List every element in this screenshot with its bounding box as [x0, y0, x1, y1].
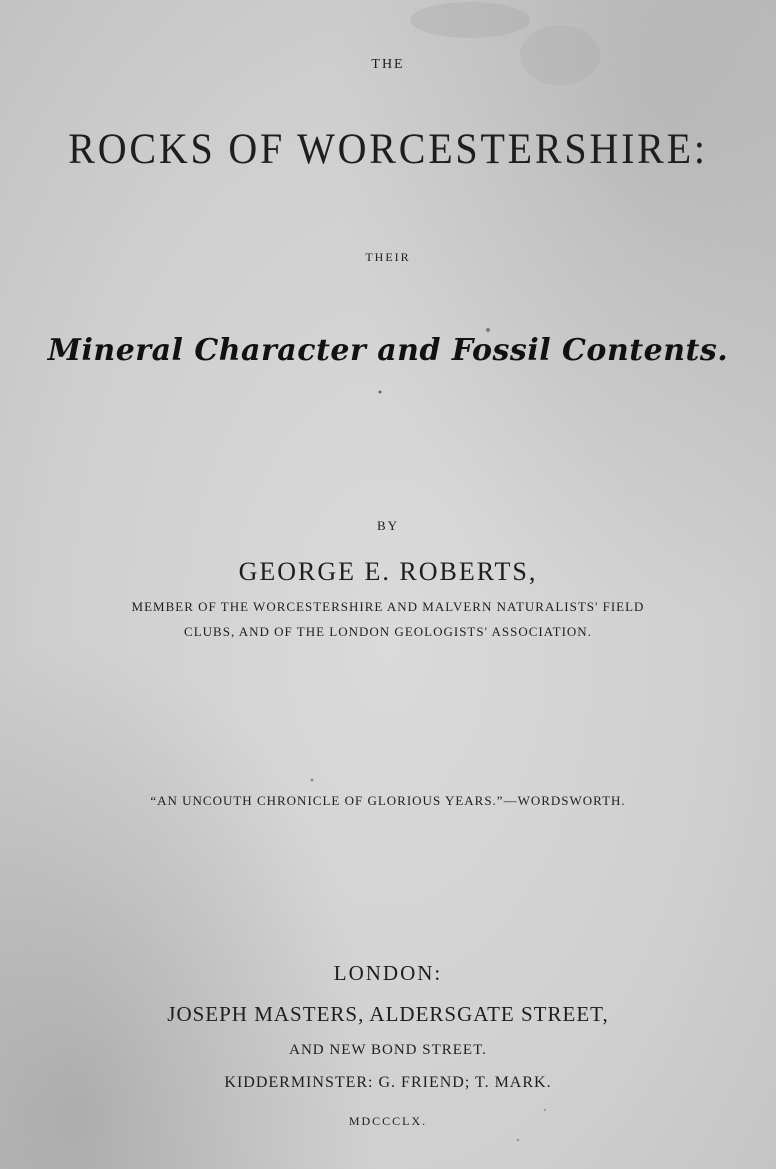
- main-title: ROCKS OF WORCESTERSHIRE:: [68, 126, 708, 173]
- publisher-address-line-2: AND NEW BOND STREET.: [289, 1042, 487, 1058]
- author-name: GEORGE E. ROBERTS,: [238, 557, 538, 586]
- title-article: THE: [371, 57, 405, 72]
- title-connector: THEIR: [365, 250, 411, 264]
- author-membership-line-1: MEMBER OF THE WORCESTERSHIRE AND MALVERN NATURALISTS' FIELD: [131, 599, 645, 614]
- imprint-city: LONDON:: [333, 961, 443, 985]
- publication-year: MDCCCLX.: [348, 1114, 428, 1128]
- epigraph: “AN UNCOUTH CHRONICLE OF GLORIOUS YEARS.”—WORDSWORTH.: [150, 793, 626, 808]
- author-membership-line-2: CLUBS, AND OF THE LONDON GEOLOGISTS' ASSOCIATION.: [184, 624, 592, 639]
- by-line: BY: [376, 518, 400, 533]
- publisher: JOSEPH MASTERS, ALDERSGATE STREET,: [167, 1002, 609, 1026]
- local-sellers: KIDDERMINSTER: G. FRIEND; T. MARK.: [224, 1074, 552, 1091]
- subtitle: Mineral Character and Fossil Contents.: [47, 333, 729, 368]
